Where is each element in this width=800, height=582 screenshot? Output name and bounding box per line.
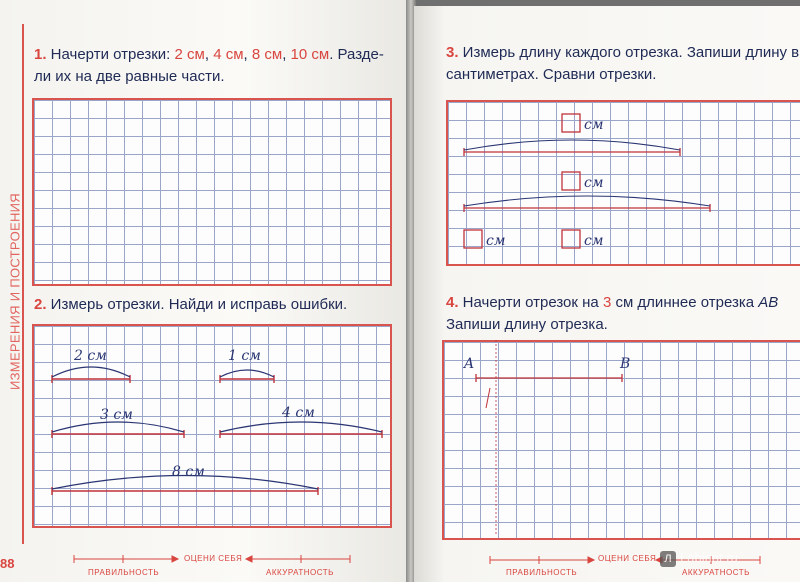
footer-left-correctness: ПРАВИЛЬНОСТЬ [88,568,160,577]
footer-left-neatness: АККУРАТНОСТЬ [266,568,334,577]
task-2-number: 2. [34,296,47,313]
task-2-text: 2. Измерь отрезки. Найди и исправь ошибки. [34,296,348,313]
page-number: 88 [0,556,15,571]
task-3-label-2: см [584,175,604,191]
task-1-text: 1. Начерти отрезки: 2 см, 4 см, 8 см, 10 см. Разде- ли их на две равные части. [34,46,384,85]
footer-right-correctness: ПРАВИЛЬНОСТЬ [506,568,578,577]
footer-right-neatness: АККУРАТНОСТЬ [682,568,750,577]
task-1-number: 1. [34,46,47,63]
label-segment-2: 1 см [228,348,261,364]
section-title: ИЗМЕРЕНИЯ И ПОСТРОЕНИЯ [7,193,23,390]
footer-right-title: ОЦЕНИ СЕБЯ [598,554,657,563]
point-b-label: B [620,356,631,372]
task-3-number: 3. [446,44,459,61]
label-segment-3: 3 см [100,407,133,423]
task-1-line2: ли их на две равные части. [34,68,225,85]
task-3-label-3: см [486,233,506,249]
task-3-label-4: см [584,233,604,249]
right-page [414,6,800,582]
point-a-label: A [464,356,475,372]
task-3-text: 3. Измерь длину каждого отрезка. Запиши длину в сантиметрах. Сравни отрезки. [446,44,800,83]
label-segment-4: 4 см [282,405,315,421]
label-segment-1: 2 см [74,348,107,364]
watermark-badge-icon: Л [660,551,676,567]
self-assessment-scale-right [414,6,800,582]
task-3-label-1: см [584,117,604,133]
watermark [660,550,790,572]
task-4-text: 4. Начерти отрезок на 3 см длиннее отрезка АВ Запиши длину отрезка. [446,294,779,333]
task-4-number: 4. [446,294,459,311]
label-segment-5: 8 см [172,464,205,480]
watermark-text: Labirint.ru [680,550,738,565]
footer-left-title: ОЦЕНИ СЕБЯ [184,554,243,563]
